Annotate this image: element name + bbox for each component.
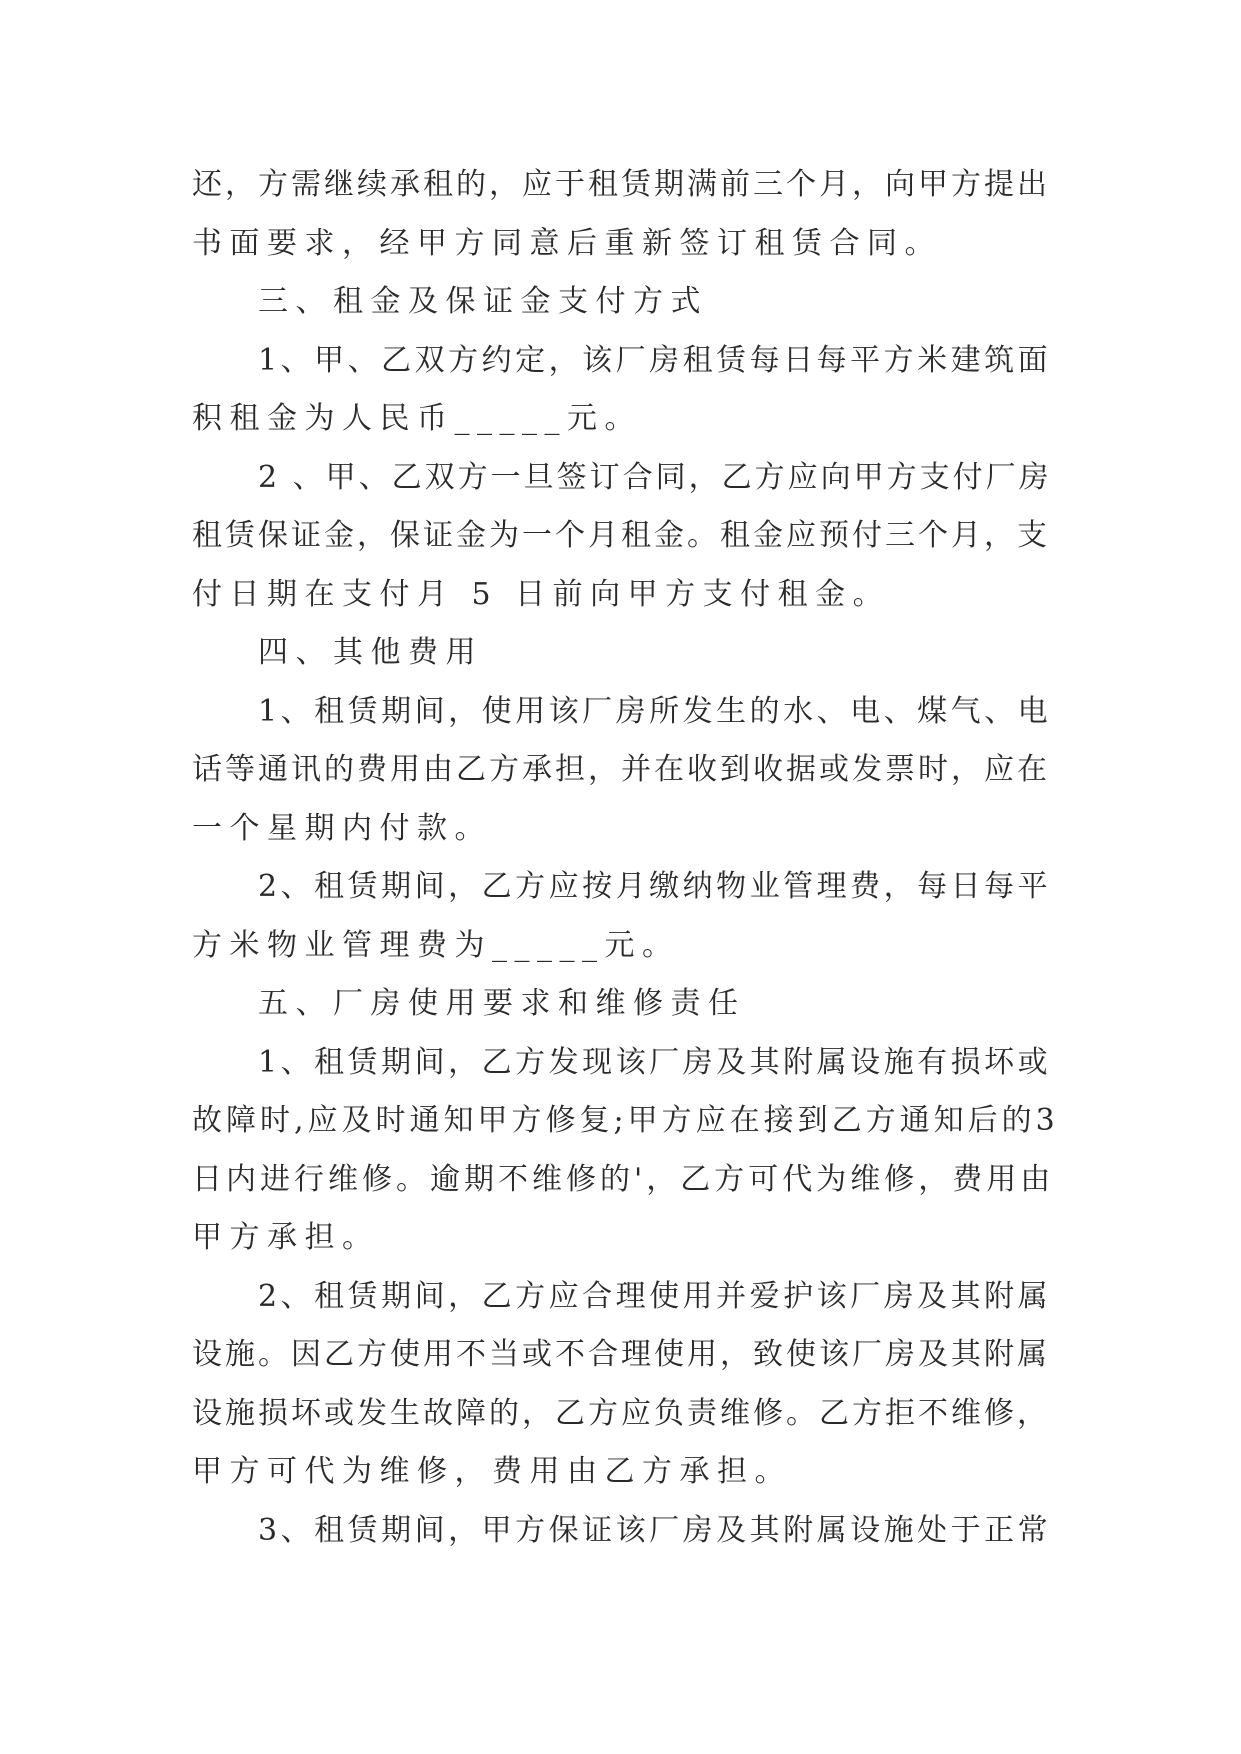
text-line: 2 、甲、乙双方一旦签订合同，乙方应向甲方支付厂房 [258,459,1052,495]
text-line: 设施损坏或发生故障的，乙方应负责维修。乙方拒不维修， [192,1395,1050,1431]
text-line: 甲方承担。 [192,1220,380,1255]
text-line: 2、租赁期间，乙方应合理使用并爱护该厂房及其附属 [258,1278,1052,1314]
text-line: 方米物业管理费为_____元。 [192,927,680,963]
text-line: 租赁保证金，保证金为一个月租金。租金应预付三个月，支 [192,518,1050,553]
section-heading: 三、租金及保证金支付方式 [258,284,708,319]
text-line: 日内进行维修。逾期不维修的'，乙方可代为维修，费用由 [192,1161,1055,1197]
document-body [192,156,1062,1560]
text-line: 话等通讯的费用由乙方承担，并在收到收据或发票时，应在 [192,752,1050,787]
text-line: 1、租赁期间，乙方发现该厂房及其附属设施有损坏或 [258,1044,1052,1080]
text-line: 1、租赁期间，使用该厂房所发生的水、电、煤气、电 [258,693,1052,729]
text-line: 付日期在支付月 5 日前向甲方支付租金。 [192,576,891,612]
section-heading: 五、厂房使用要求和维修责任 [258,986,746,1021]
text-line: 设施。因乙方使用不当或不合理使用，致使该厂房及其附属 [192,1337,1050,1372]
text-line: 故障时,应及时通知甲方修复;甲方应在接到乙方通知后的3 [192,1103,1059,1138]
text-line: 还，方需继续承租的，应于租赁期满前三个月，向甲方提出 [192,167,1050,202]
text-line: 积租金为人民币_____元。 [192,401,642,436]
text-line: 甲方可代为维修，费用由乙方承担。 [192,1454,792,1489]
text-line: 3、租赁期间，甲方保证该厂房及其附属设施处于正常 [258,1512,1052,1548]
section-heading: 四、其他费用 [258,635,483,670]
text-line: 书面要求，经甲方同意后重新签订租赁合同。 [192,225,942,261]
text-line: 2、租赁期间，乙方应按月缴纳物业管理费，每日每平 [258,869,1052,904]
text-line: 一个星期内付款。 [192,810,492,846]
text-line: 1、甲、乙双方约定，该厂房租赁每日每平方米建筑面 [258,342,1052,378]
